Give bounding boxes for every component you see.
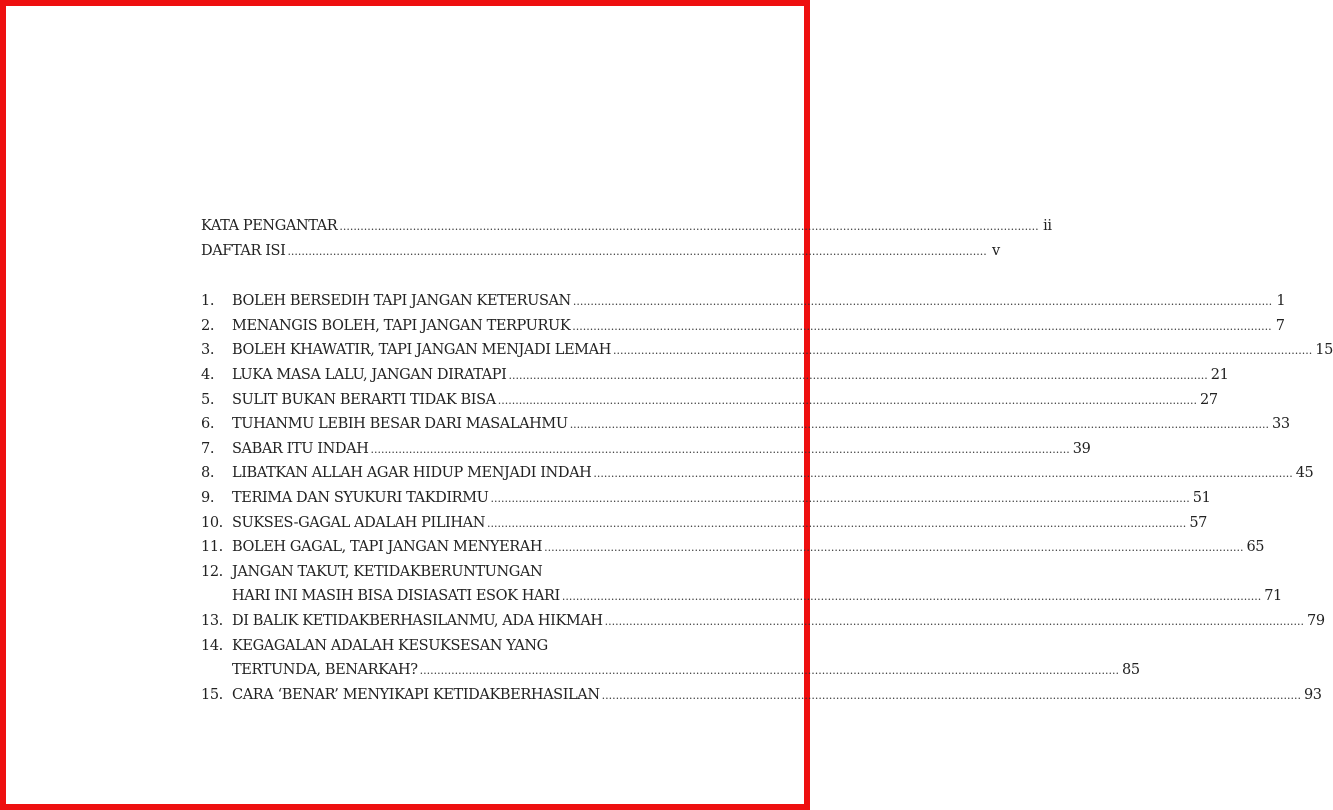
toc-chapter-6 — [201, 412, 1290, 437]
chapter-number: 6. — [201, 416, 215, 433]
chapter-page: 21 — [1210, 366, 1229, 383]
chapter-number: 14. — [201, 637, 223, 654]
chapter-title: CARA ‘BENAR’ MENYIKAPI KETIDAKBERHASILAN — [232, 686, 600, 703]
toc-entry-daftar-isi — [201, 239, 1000, 264]
toc-chapter-4 — [201, 363, 1229, 388]
section-gap — [201, 263, 645, 289]
dot-leader — [613, 339, 1312, 364]
chapter-title: BOLEH BERSEDIH TAPI JANGAN KETERUSAN — [232, 293, 571, 310]
chapter-page: 33 — [1272, 416, 1290, 433]
chapter-page: 71 — [1264, 588, 1282, 605]
dot-leader — [605, 610, 1304, 635]
dot-leader — [572, 315, 1271, 340]
dot-leader — [487, 512, 1186, 537]
dot-leader — [498, 389, 1197, 414]
toc-entry-title: KATA PENGANTAR — [201, 218, 338, 234]
chapter-title: SUKSES-GAGAL ADALAH PILIHAN — [232, 514, 485, 531]
chapter-number: 9. — [201, 489, 215, 506]
dot-leader — [544, 536, 1243, 561]
toc-chapter-9 — [201, 486, 1211, 511]
toc-entry-title: DAFTAR ISI — [201, 242, 286, 259]
chapter-number: 2. — [201, 317, 215, 334]
chapter-number: 3. — [201, 342, 215, 359]
chapter-title-continued: HARI INI MASIH BISA DISIASATI ESOK HARI — [232, 588, 560, 605]
chapter-title: MENANGIS BOLEH, TAPI JANGAN TERPURUK — [232, 317, 571, 334]
toc-chapter-3 — [201, 338, 1333, 363]
toc-entry-page: v — [991, 242, 1000, 259]
chapter-title: DI BALIK KETIDAKBERHASILANMU, ADA HIKMAH — [232, 612, 603, 629]
toc-entry-page: ii — [1043, 218, 1052, 234]
chapter-page: 51 — [1192, 489, 1211, 506]
dot-leader — [420, 659, 1119, 684]
chapter-title: SABAR ITU INDAH — [232, 440, 369, 457]
chapter-page: 39 — [1072, 440, 1091, 457]
chapter-title: LIBATKAN ALLAH AGAR HIDUP MENJADI INDAH — [232, 465, 592, 482]
dot-leader — [562, 585, 1261, 610]
toc-chapter-8 — [201, 461, 1314, 486]
chapter-title: JANGAN TAKUT, KETIDAKBERUNTUNGAN — [232, 563, 543, 580]
chapter-title: LUKA MASA LALU, JANGAN DIRATAPI — [232, 366, 507, 383]
chapter-page: 65 — [1246, 539, 1265, 556]
chapter-page: 85 — [1122, 662, 1140, 679]
dot-leader — [490, 487, 1189, 512]
chapter-title: SULIT BUKAN BERARTI TIDAK BISA — [232, 391, 496, 408]
chapter-page: 93 — [1303, 686, 1322, 703]
chapter-page: 1 — [1276, 293, 1286, 310]
chapter-page: 7 — [1275, 317, 1285, 334]
dot-leader — [339, 215, 1038, 240]
chapter-title: BOLEH GAGAL, TAPI JANGAN MENYERAH — [232, 539, 543, 556]
chapter-number: 10. — [201, 514, 223, 531]
chapter-number: 4. — [201, 366, 215, 383]
toc-chapter-12 — [201, 560, 645, 585]
chapter-title: BOLEH KHAWATIR, TAPI JANGAN MENJADI LEMAH — [232, 342, 611, 359]
chapter-title: TERIMA DAN SYUKURI TAKDIRMU — [232, 489, 489, 506]
chapter-page: 15 — [1315, 342, 1333, 359]
toc-chapter-12-continued — [201, 584, 1282, 609]
dot-leader — [570, 413, 1269, 438]
toc-entry-kata-pengantar — [201, 214, 1052, 239]
toc-chapter-7 — [201, 437, 1091, 462]
table-of-contents — [201, 214, 1333, 707]
toc-chapter-14 — [201, 634, 645, 659]
chapter-number: 1. — [201, 293, 215, 310]
chapter-page: 57 — [1189, 514, 1207, 531]
dot-leader — [573, 290, 1272, 315]
toc-chapter-5 — [201, 388, 1218, 413]
dot-leader — [508, 364, 1207, 389]
chapter-number: 13. — [201, 612, 223, 629]
chapter-page: 79 — [1307, 612, 1325, 629]
chapter-title: KEGAGALAN ADALAH KESUKSESAN YANG — [232, 637, 548, 654]
toc-chapter-1 — [201, 289, 1286, 314]
chapter-page: 45 — [1295, 465, 1314, 482]
toc-chapter-2 — [201, 314, 1285, 339]
chapter-title-continued: TERTUNDA, BENARKAH? — [232, 662, 418, 679]
dot-leader — [593, 462, 1292, 487]
dot-leader — [287, 240, 986, 265]
chapter-number: 12. — [201, 563, 223, 580]
dot-leader — [602, 684, 1301, 709]
chapter-number: 15. — [201, 686, 223, 703]
toc-chapter-13 — [201, 609, 1325, 634]
toc-chapter-10 — [201, 511, 1207, 536]
chapter-page: 27 — [1200, 391, 1218, 408]
chapter-number: 7. — [201, 440, 215, 457]
dot-leader — [370, 438, 1069, 463]
toc-chapter-15 — [201, 683, 1322, 708]
chapter-title: TUHANMU LEBIH BESAR DARI MASALAHMU — [232, 416, 568, 433]
chapter-number: 5. — [201, 391, 215, 408]
chapter-number: 11. — [201, 539, 223, 556]
toc-chapter-11 — [201, 535, 1265, 560]
chapter-number: 8. — [201, 465, 215, 482]
toc-chapter-14-continued — [201, 658, 1140, 683]
